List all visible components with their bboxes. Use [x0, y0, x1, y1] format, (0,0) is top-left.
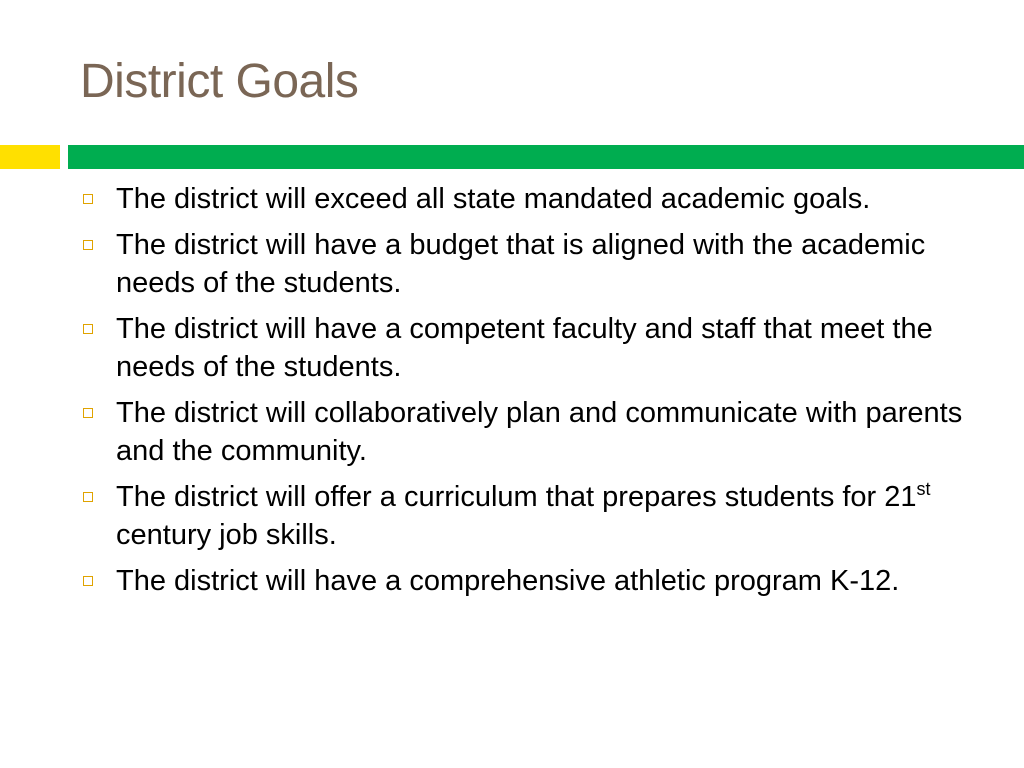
accent-bar-yellow [0, 145, 60, 169]
goal-text [116, 481, 931, 551]
square-bullet-icon [83, 194, 93, 204]
goal-text-part: The district will offer a curriculum that prepares students for 21 [116, 481, 917, 513]
ordinal-superscript: st [916, 479, 931, 499]
square-bullet-icon [83, 408, 93, 418]
goal-text: The district will exceed all state mandated academic goals. [116, 183, 871, 215]
goal-item [80, 562, 980, 600]
goal-item [80, 226, 980, 302]
goal-item [80, 180, 980, 218]
square-bullet-icon [83, 240, 93, 250]
square-bullet-icon [83, 576, 93, 586]
slide-title: District Goals [80, 55, 359, 108]
goal-text: The district will have a comprehensive athletic program K-12. [116, 565, 900, 597]
goals-list [80, 180, 980, 608]
goal-text: The district will have a competent faculty and staff that meet the needs of the students. [116, 313, 933, 383]
goal-text: The district will have a budget that is aligned with the academic needs of the students. [116, 229, 926, 299]
square-bullet-icon [83, 324, 93, 334]
square-bullet-icon [83, 492, 93, 502]
goal-item [80, 310, 980, 386]
goal-item [80, 394, 980, 470]
goal-text: The district will collaboratively plan and communicate with parents and the community. [116, 397, 963, 467]
goal-item [80, 478, 980, 554]
accent-bar-green [68, 145, 1024, 169]
goal-text-part: century job skills. [116, 519, 337, 551]
